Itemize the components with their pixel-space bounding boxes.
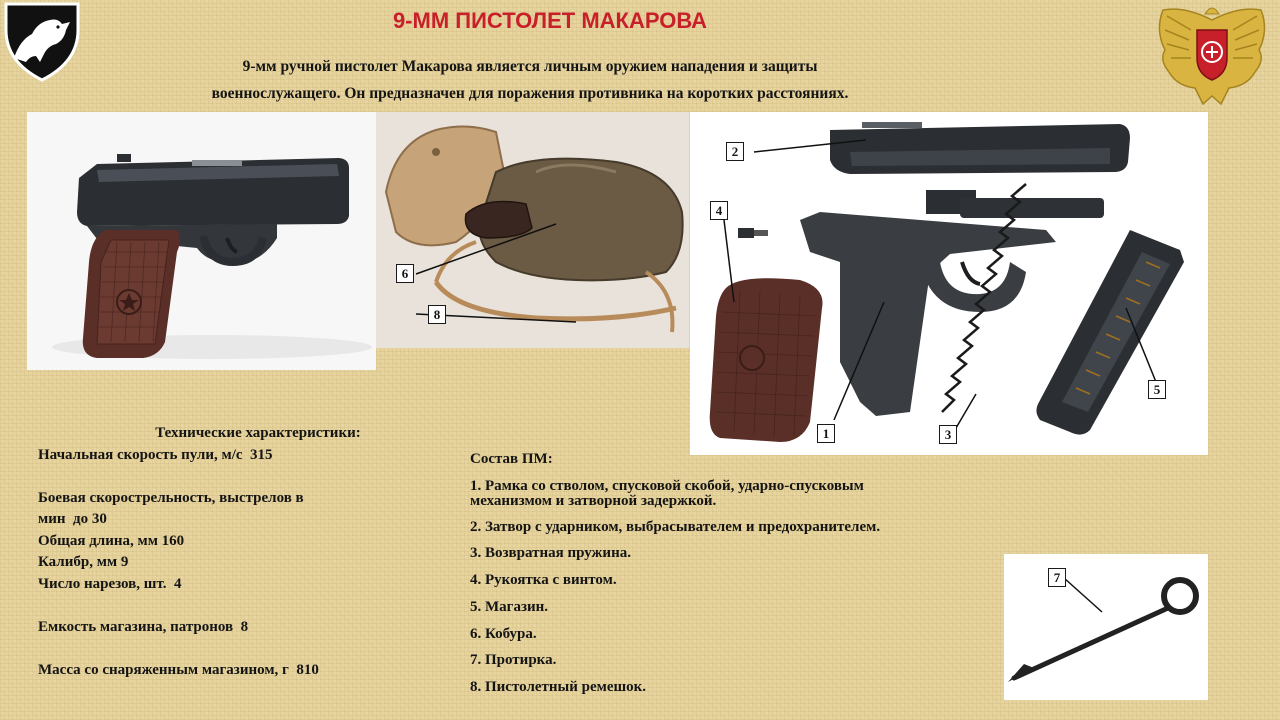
parts-diagram (690, 112, 1208, 455)
spec-row: Число нарезов, шт. 4 (38, 575, 182, 592)
intro-line-1: 9-мм ручной пистолет Макарова является личным оружием нападения и защиты (242, 58, 818, 75)
callout-2: 2 (726, 142, 744, 161)
composition-list (470, 446, 1010, 701)
page-title: 9-ММ ПИСТОЛЕТ МАКАРОВА (392, 8, 708, 33)
callout-6: 6 (396, 264, 414, 283)
list-item: 8. Пистолетный ремешок. (470, 678, 647, 695)
spec-row: Начальная скорость пули, м/с 315 (38, 446, 273, 463)
spec-row: Емкость магазина, патронов 8 (38, 618, 249, 635)
list-item: 5. Магазин. (470, 598, 549, 615)
spec-row (38, 466, 458, 488)
eagle-emblem-icon (1145, 0, 1280, 112)
list-item: 3. Возвратная пружина. (470, 545, 631, 562)
intro-text (110, 53, 950, 107)
callout-1: 1 (817, 424, 835, 443)
callout-5: 5 (1148, 380, 1166, 399)
tech-specs (38, 423, 458, 681)
intro-line-2: военнослужащего. Он предназначен для поражения противника на коротких расстояниях. (211, 85, 849, 102)
spec-row: Общая длина, мм 160 (38, 532, 185, 549)
callout-4: 4 (710, 201, 728, 220)
spec-row: мин до 30 (38, 511, 107, 527)
list-item: 2. Затвор с ударником, выбрасывателем и предохранителем. (470, 518, 881, 535)
spec-row: Масса со снаряженным магазином, г 810 (38, 661, 319, 678)
callout-8: 8 (428, 305, 446, 324)
panther-emblem-icon (0, 0, 84, 84)
spec-row: Калибр, мм 9 (38, 554, 129, 570)
specs-heading: Технические характеристики: (155, 425, 361, 441)
spec-row (38, 638, 458, 660)
cleaning-rod-photo (1004, 554, 1208, 700)
list-item: 7. Протирка. (470, 652, 557, 669)
pistol-photo (27, 112, 376, 370)
list-item: 6. Кобура. (470, 625, 537, 642)
callout-7: 7 (1048, 568, 1066, 587)
spec-row: Боевая скорострельность, выстрелов в (38, 489, 304, 506)
list-item-line: 1. Рамка со стволом, спусковой скобой, ударно-спусковым (470, 477, 864, 494)
list-item: 4. Рукоятка с винтом. (470, 572, 617, 589)
holster-photo (376, 112, 689, 348)
list-item (470, 473, 1010, 514)
spec-row (38, 595, 458, 617)
callout-3: 3 (939, 425, 957, 444)
list-item-line: механизмом и затворной задержкой. (470, 492, 717, 509)
composition-heading: Состав ПМ: (470, 451, 553, 467)
